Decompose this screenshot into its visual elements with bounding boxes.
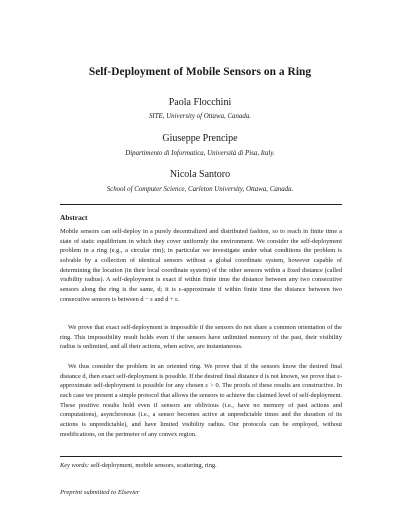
- author-affiliation: School of Computer Science, Carleton University, Ottawa, Canada.: [106, 186, 294, 193]
- abstract-text: We thus consider the problem in an oriented ring. We prove that if the sensors know the desired final distance d, then exact self-deployment is possible. If the desired final distance d is not known, we prove that ε-approximate self-deployment is possible for any chosen ε > 0. The proofs of these results are constructive. In each case we present a simple protocol that allows the sensors to achieve the claimed level of self-deployment. These positive results hold even if sensors are oblivious (i.e., have no memory of past actions and computations), asynchronous (i.e., a sensor becomes active at unpredictable times and the duration of its actions is unpredictable), and have limited visibility radius. Our protocols can be employed, without modifications, on the perimeter of any convex region.: [60, 363, 342, 438]
- keywords-label: Key words:: [60, 462, 90, 469]
- author-affiliation: Dipartimento di Informatica, Università di Pisa, Italy.: [125, 150, 275, 157]
- author-affiliation: SITE, University of Ottawa, Canada.: [148, 113, 252, 120]
- keywords-list: self-deployment, mobile sensors, scattering, ring.: [90, 462, 217, 469]
- abstract-text: Mobile sensors can self-deploy in a purely decentralized and distributed fashion, so to reach in finite time a state of static equilibrium in which they cover uniformly the environment. We consider the self-deployment problem in a ring (e.g., a circular rim); in particular we investigate under what conditions the problem is solvable by a collection of identical sensors without a global coordinate system, however capable of determining the location (in their local coordinate system) of the other sensors within a fixed distance (called visibility radius). A self-deployment is exact if within finite time the distance between any two consecutive sensors along the ring is the same, d; it is ε-approximate if within finite time the distance between two consecutive sensors is between d − ε and d + ε.: [60, 228, 342, 303]
- abstract-paragraph: [60, 362, 342, 439]
- preprint-note: Preprint submitted to Elsevier: [60, 489, 140, 496]
- abstract-text: We prove that exact self-deployment is impossible if the sensors do not share a common orientation of the ring. This impossibility result holds even if the sensors have unlimited memory of the past, their visibility radius is unlimited, and all their actions, when active, are instantaneous.: [60, 324, 342, 351]
- author-name: Giuseppe Prencipe: [162, 133, 238, 144]
- abstract-paragraph: [60, 227, 342, 304]
- author-name: Nicola Santoro: [169, 169, 231, 180]
- author-name: Paola Flocchini: [168, 97, 232, 108]
- abstract-paragraph: [60, 323, 342, 352]
- abstract-heading: Abstract: [60, 213, 88, 222]
- paper-title: Self-Deployment of Mobile Sensors on a Ring: [88, 66, 312, 78]
- abstract-bottom-rule: [60, 456, 342, 457]
- abstract-top-rule: [60, 204, 342, 205]
- keywords-line: [60, 462, 342, 469]
